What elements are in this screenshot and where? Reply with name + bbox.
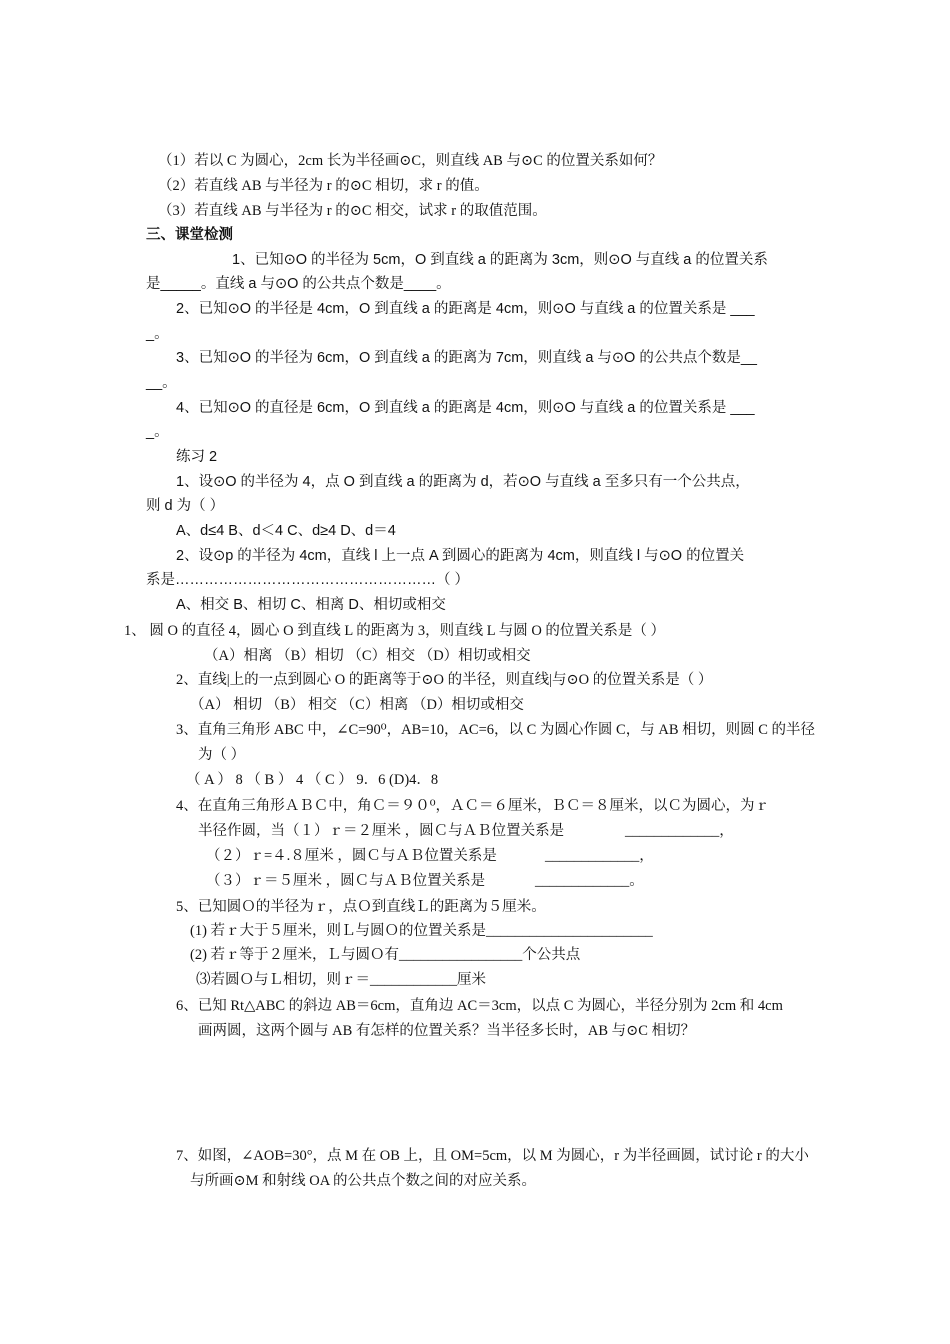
exercise-q5-part2: (2) 若ｒ等于２厘米，Ｌ与圆Ｏ有_________________个公共点 [190,947,581,963]
exercise-q4-blank-2: _____________， [545,848,654,864]
practice-q2-options: A、相交 B、相切 C、相离 D、相切或相交 [176,597,446,613]
exercise-q3-options: （ A ） 8 （ B ） 4 （ C ） 9．6 (D)4．8 [186,772,439,788]
practice-q1-options: A、d≤4 B、d＜4 C、d≥4 D、d＝4 [176,523,396,539]
exercise-q4-line4: （３）ｒ＝５厘米 ，圆Ｃ与ＡＢ位置关系是 [206,873,486,889]
exercise-q5-part3: ⑶若圆Ｏ与Ｌ相切，则ｒ＝____________厘米 [196,972,486,988]
exercise-q2-line1: 2、直线|上的一点到圆心 O 的距离等于⊙O 的半径，则直线|与⊙O 的位置关系是（ ） [176,672,713,688]
exercise-q1-line1: 1、 圆 O 的直径 4，圆心 O 到直线 L 的距离为 3，则直线 L 与圆 O 的位置关系是（ ） [124,623,666,639]
check-q4-line2: _。 [146,424,169,440]
question-part-3: （3）若直线 AB 与半径为 r 的⊙C 相交，试求 r 的取值范围。 [158,203,547,219]
practice-q1-line1: 1、设⊙O 的半径为 4，点 O 到直线 a 的距离为 d，若⊙O 与直线 a 至多只有一个公共点， [176,474,750,490]
exercise-q4-blank-1: _____________， [625,823,734,839]
check-q4-line1: 4、已知⊙O 的直径是 6cm，O 到直线 a 的距离是 4cm，则⊙O 与直线 a 的位置关系是 ___ [176,400,755,416]
check-q3-line1: 3、已知⊙O 的半径为 6cm，O 到直线 a 的距离为 7cm，则直线 a 与⊙O 的公共点个数是__ [176,350,757,366]
exercise-q5-part1: (1) 若ｒ大于５厘米，则Ｌ与圆Ｏ的位置关系是_______________________ [190,923,653,939]
exercise-q7-line2: 与所画⊙M 和射线 OA 的公共点个数之间的对应关系。 [190,1173,537,1189]
exercise-q5-line1: 5、已知圆Ｏ的半径为ｒ，点Ｏ到直线Ｌ的距离为５厘米。 [176,899,546,915]
exercise-q7-line1: 7、如图，∠AOB=30°，点 M 在 OB 上，且 OM=5cm，以 M 为圆心，r 为半径画圆，试讨论 r 的大小 [176,1148,809,1164]
question-part-2: （2）若直线 AB 与半径为 r 的⊙C 相切，求 r 的值。 [158,178,489,194]
exercise-q4-line2: 半径作圆，当（１）ｒ＝２厘米 ，圆Ｃ与ＡＢ位置关系是 [198,823,565,839]
check-q1-line2: 是_____。直线 a 与⊙O 的公共点个数是____。 [146,276,451,292]
exercise-q1-options: （A）相离 （B）相切 （C）相交 （D）相切或相交 [204,648,531,664]
check-q2-line1: 2、已知⊙O 的半径是 4cm，O 到直线 a 的距离是 4cm，则⊙O 与直线 a 的位置关系是 ___ [176,301,755,317]
section-heading: 三、课堂检测 [146,227,233,243]
check-q2-line2: _。 [146,326,169,342]
exercise-q6-line2: 画两圆，这两个圆与 AB 有怎样的位置关系？当半径多长时，AB 与⊙C 相切？ [198,1023,696,1039]
practice-q2-line2: 系是………………………………………………（ ） [146,572,470,588]
check-q1-line1: 1、已知⊙O 的半径为 5cm，O 到直线 a 的距离为 3cm，则⊙O 与直线 a 的位置关系 [232,252,768,268]
exercise-q6-line1: 6、已知 Rt△ABC 的斜边 AB＝6cm，直角边 AC＝3cm，以点 C 为圆心，半径分别为 2cm 和 4cm [176,998,783,1014]
exercise-q4-line3: （２）ｒ=４.８厘米 ，圆Ｃ与ＡＢ位置关系是 [206,848,497,864]
question-part-1: （1）若以 C 为圆心，2cm 长为半径画⊙C，则直线 AB 与⊙C 的位置关系如何？ [158,153,663,169]
exercise-q2-options: （A） 相切 （B） 相交 （C）相离 （D）相切或相交 [190,697,524,713]
exercise-q4-line1: 4、在直角三角形ＡＢＣ中，角Ｃ＝９０⁰，ＡＣ＝６厘米，ＢＣ＝８厘米，以Ｃ为圆心，为ｒ [176,798,770,814]
practice-heading: 练习 2 [176,449,218,465]
practice-q1-line2: 则 d 为（ ） [146,498,225,514]
practice-q2-line1: 2、设⊙p 的半径为 4cm，直线 l 上一点 A 到圆心的距离为 4cm，则直线 l 与⊙O 的位置关 [176,548,745,564]
check-q3-line2: __。 [146,375,177,391]
exercise-q3-line2: 为（ ） [198,747,246,763]
exercise-q3-line1: 3、直角三角形 ABC 中，∠C=90⁰，AB=10，AC=6，以 C 为圆心作圆 C，与 AB 相切，则圆 C 的半径 [176,722,816,738]
exercise-q4-blank-3: _____________。 [535,873,644,889]
